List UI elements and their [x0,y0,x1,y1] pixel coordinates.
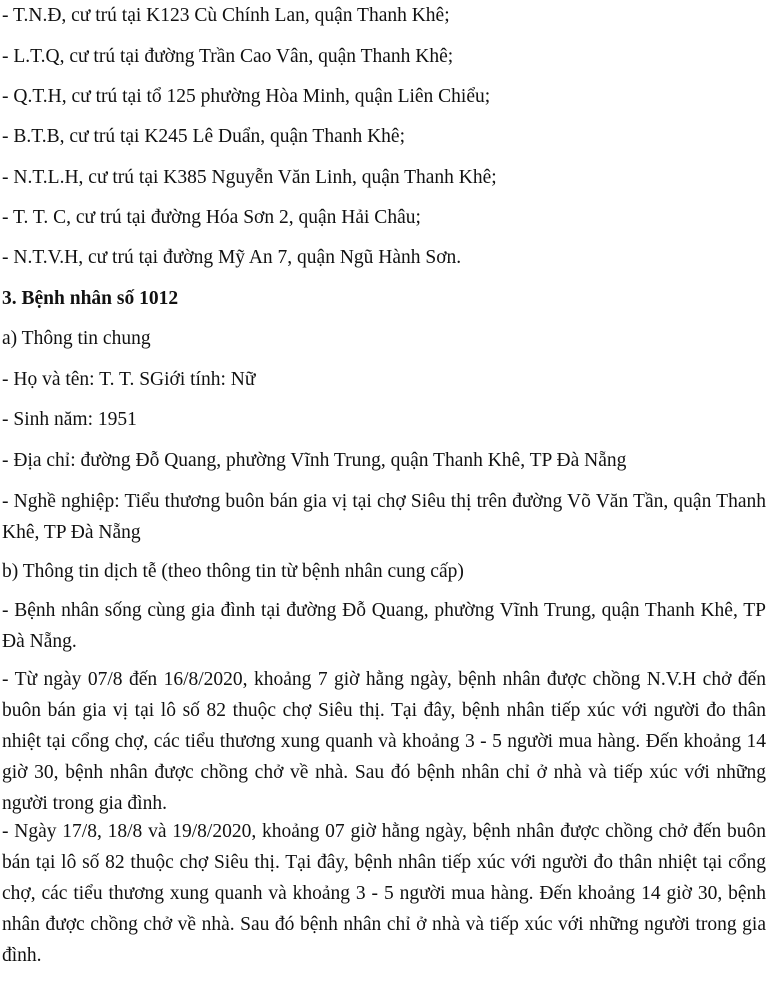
contact-item: - N.T.V.H, cư trú tại đường Mỹ An 7, quận Ngũ Hành Sơn. [2,247,462,268]
subsection-heading-general: a) Thông tin chung [2,328,151,349]
epi-paragraph: - Từ ngày 07/8 đến 16/8/2020, khoảng 7 giờ hằng ngày, bệnh nhân được chồng N.V.H chở đến buôn bán gia vị tại lô số 82 thuộc chợ Siêu thị. Tại đây, bệnh nhân tiếp xúc với người đo thân nhiệt tại cổng chợ, các tiểu thương xung quanh và khoảng 3 - 5 người mua hàng. Đến khoảng 14 giờ 30, bệnh nhân được chồng chở về nhà. Sau đó bệnh nhân chỉ ở nhà và tiếp xúc với những người trong gia đình. [2,669,766,814]
contact-item: - T. T. C, cư trú tại đường Hóa Sơn 2, quận Hải Châu; [2,207,421,228]
occupation-paragraph: - Nghề nghiệp: Tiểu thương buôn bán gia vị tại chợ Siêu thị trên đường Võ Văn Tần, quận Thanh Khê, TP Đà Nẵng [2,491,766,543]
name-gender-line: - Họ và tên: T. T. SGiới tính: Nữ [2,369,256,390]
subsection-heading-epidemiology: b) Thông tin dịch tễ (theo thông tin từ bệnh nhân cung cấp) [2,561,464,582]
epi-paragraph: - Ngày 17/8, 18/8 và 19/8/2020, khoảng 07 giờ hằng ngày, bệnh nhân được chồng chở đến buôn bán tại lô số 82 thuộc chợ Siêu thị. Tại đây, bệnh nhân tiếp xúc với người đo thân nhiệt tại cổng chợ, các tiểu thương xung quanh và khoảng 3 - 5 người mua hàng. Đến khoảng 14 giờ 30, bệnh nhân được chồng chở về nhà. Sau đó bệnh nhân chỉ ở nhà và tiếp xúc với những người trong gia đình. [2,821,766,966]
epi-paragraph: - Bệnh nhân sống cùng gia đình tại đường Đỗ Quang, phường Vĩnh Trung, quận Thanh Khê, TP Đà Nẵng. [2,600,766,652]
contact-item: - N.T.L.H, cư trú tại K385 Nguyễn Văn Linh, quận Thanh Khê; [2,167,497,188]
address-line: - Địa chỉ: đường Đỗ Quang, phường Vĩnh Trung, quận Thanh Khê, TP Đà Nẵng [2,450,627,471]
contact-item: - T.N.Đ, cư trú tại K123 Cù Chính Lan, quận Thanh Khê; [2,5,450,26]
birth-year-line: - Sinh năm: 1951 [2,409,137,430]
section-heading: 3. Bệnh nhân số 1012 [2,288,179,309]
contact-item: - Q.T.H, cư trú tại tổ 125 phường Hòa Minh, quận Liên Chiểu; [2,86,491,107]
contact-item: - B.T.B, cư trú tại K245 Lê Duẩn, quận Thanh Khê; [2,126,406,147]
contact-item: - L.T.Q, cư trú tại đường Trần Cao Vân, quận Thanh Khê; [2,46,454,67]
